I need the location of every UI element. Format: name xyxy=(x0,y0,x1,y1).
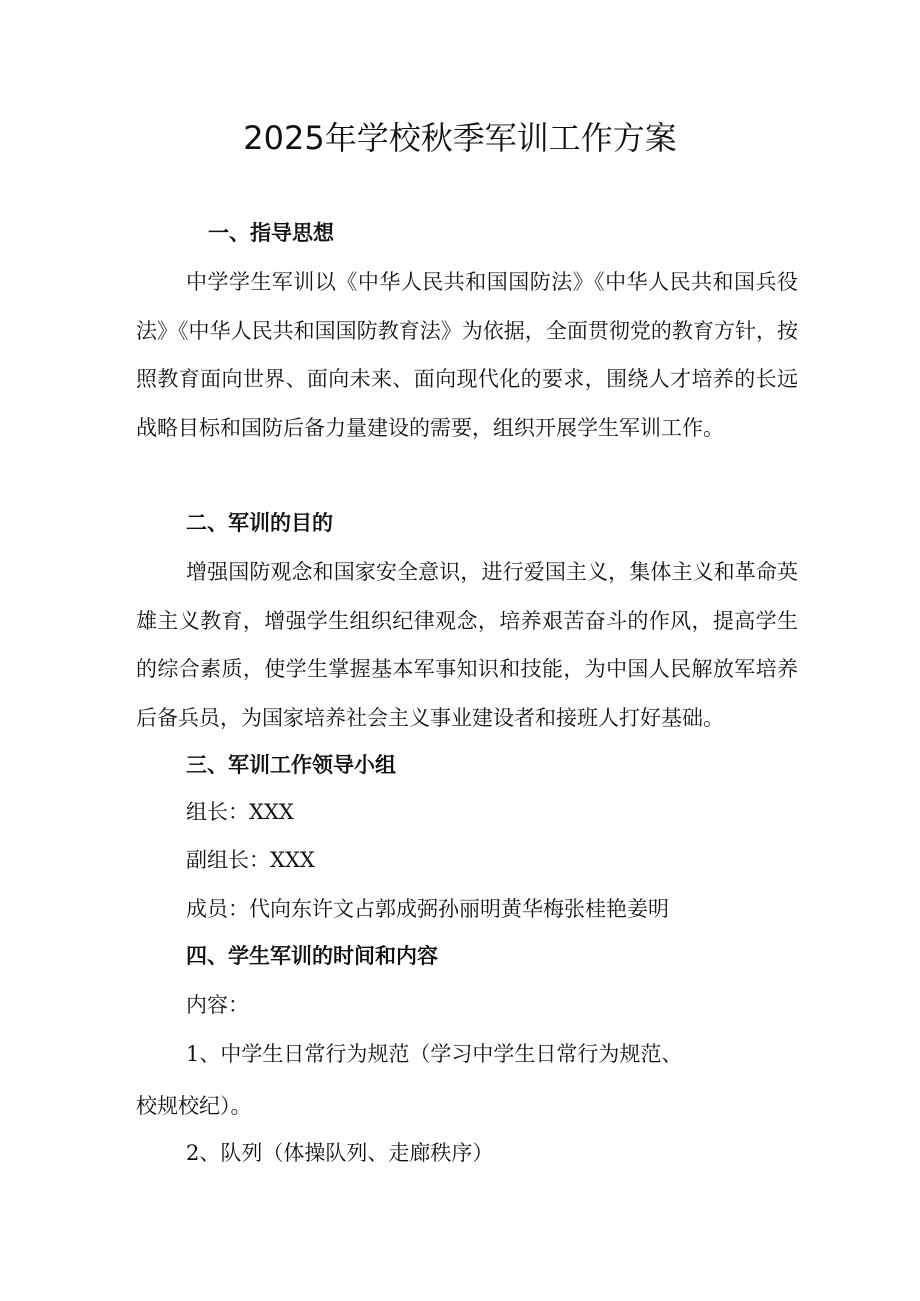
section-heading-guiding-ideology: 一、指导思想 xyxy=(208,221,334,245)
leader-line: 组长：XXX xyxy=(186,800,294,824)
content-label: 内容： xyxy=(186,993,249,1017)
list-item-1-line-2: 校规校纪）。 xyxy=(136,1094,252,1118)
members-line: 成员：代向东许文占郭成弼孙丽明黄华梅张桂艳姜明 xyxy=(186,897,669,921)
section-paragraph-purpose: 增强国防观念和国家安全意识，进行爱国主义，集体主义和革命英雄主义教育，增强学生组织纪律观念，培养艰苦奋斗的作风，提高学生的综合素质，使学生掌握基本军事知识和技能，为中国人民解放军培养后备兵员，为国家培养社会主义事业建设者和接班人打好基础。 xyxy=(136,560,798,730)
document-title: 2025年学校秋季军训工作方案 xyxy=(243,119,677,157)
section-heading-time-content: 四、学生军训的时间和内容 xyxy=(186,944,438,968)
list-item-2: 2、队列（体操队列、走廊秩序） xyxy=(186,1141,494,1165)
section-paragraph-guiding-ideology: 中学学生军训以《中华人民共和国国防法》《中华人民共和国兵役法》《中华人民共和国国防教育法》为依据，全面贯彻党的教育方针，按照教育面向世界、面向未来、面向现代化的要求，围绕人才培养的长远战略目标和国防后备力量建设的需要，组织开展学生军训工作。 xyxy=(136,270,798,440)
section-heading-leadership-group: 三、军训工作领导小组 xyxy=(186,753,396,777)
section-heading-purpose: 二、军训的目的 xyxy=(186,511,333,535)
list-item-1-line-1: 1、中学生日常行为规范（学习中学生日常行为规范、 xyxy=(186,1042,683,1066)
deputy-leader-line: 副组长：XXX xyxy=(186,848,315,872)
